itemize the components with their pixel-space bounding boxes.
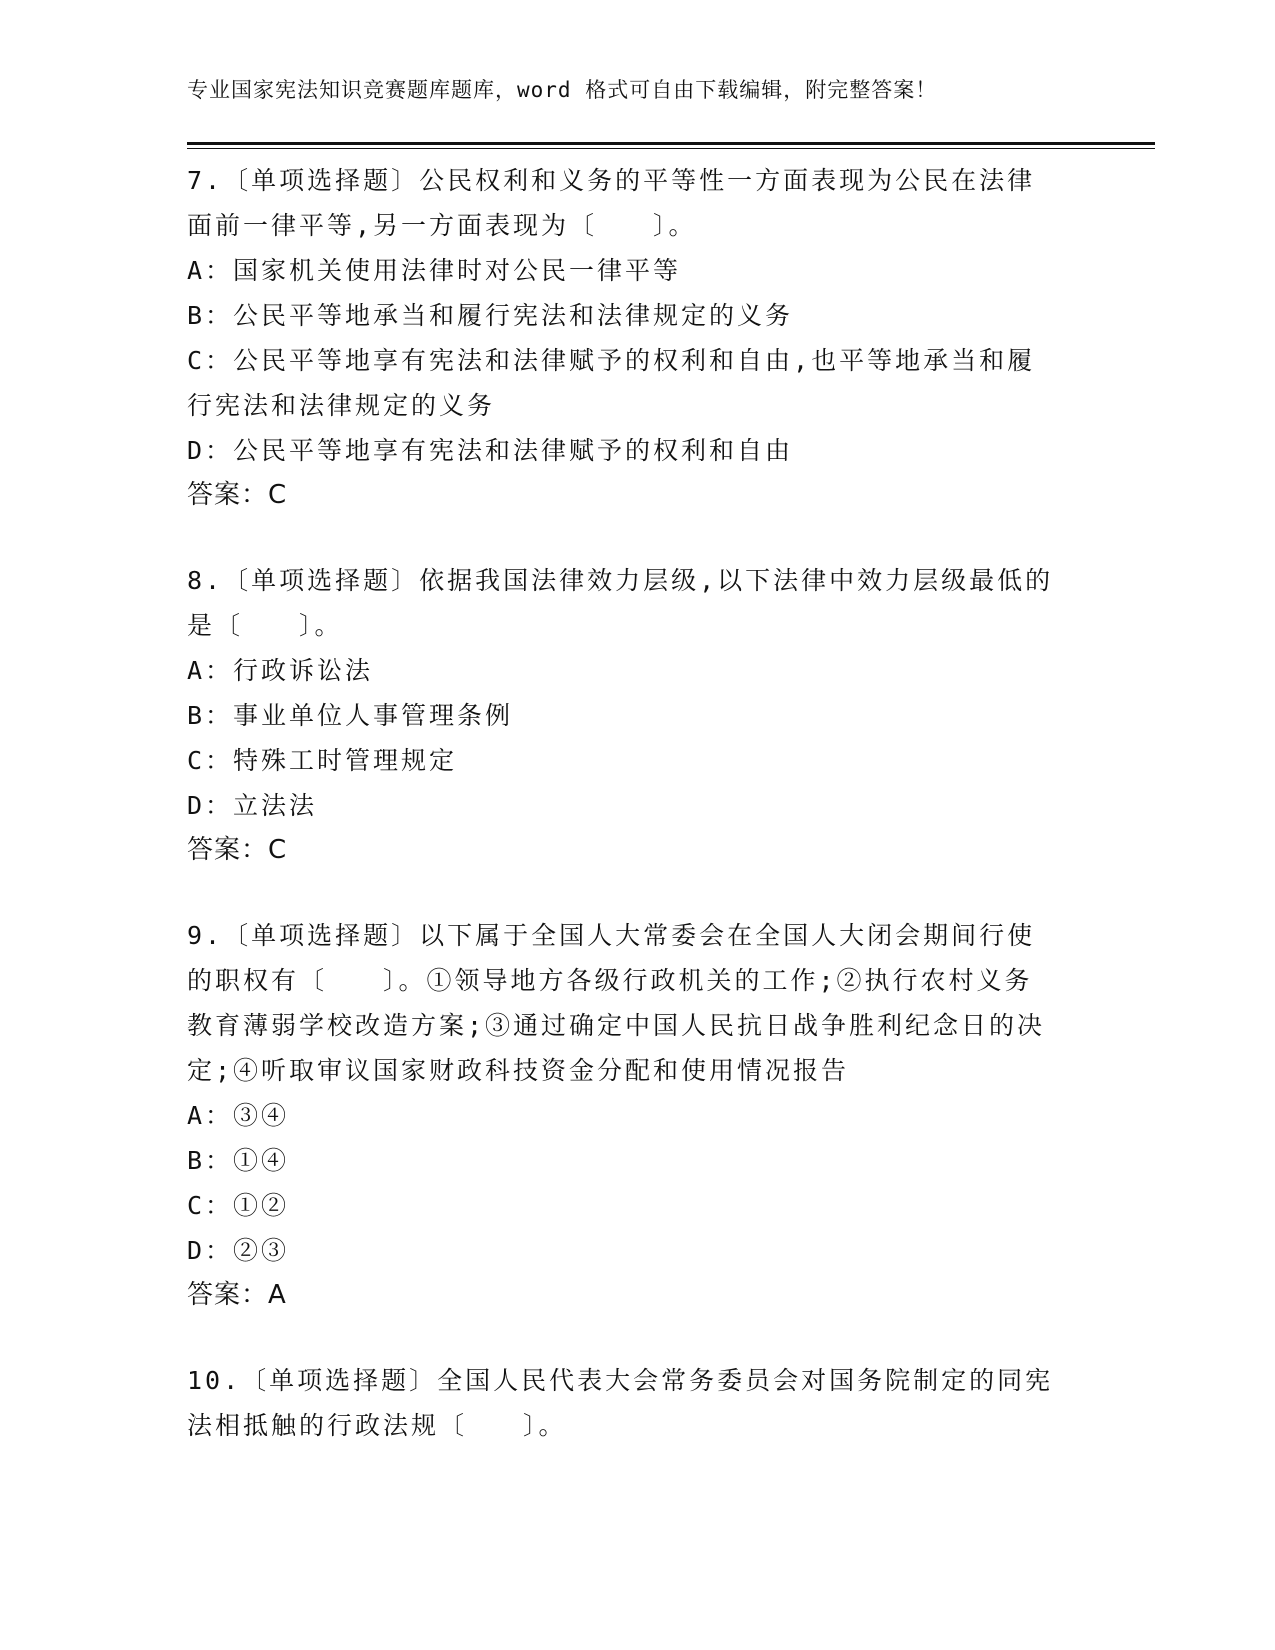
answer-label: 答案：C	[187, 480, 288, 510]
question-stem-line: 9.〔单项选择题〕以下属于全国人大常委会在全国人大闭会期间行使	[187, 921, 1036, 950]
option-a: A：③④	[187, 1101, 290, 1130]
option-b: B：①④	[187, 1146, 290, 1175]
question-list	[187, 158, 1067, 1488]
header-rule-thick	[187, 142, 1155, 145]
option-c-continued: 行宪法和法律规定的义务	[187, 391, 496, 420]
question-stem-line: 法相抵触的行政法规〔 〕。	[187, 1411, 567, 1440]
option-c: C：公民平等地享有宪法和法律赋予的权利和自由,也平等地承当和履	[187, 346, 1036, 375]
option-d: D：立法法	[187, 791, 318, 820]
answer-label: 答案：C	[187, 835, 288, 865]
option-b: B：公民平等地承当和履行宪法和法律规定的义务	[187, 301, 794, 330]
page-header: 专业国家宪法知识竞赛题库题库，word 格式可自由下载编辑，附完整答案！	[187, 78, 938, 102]
question-stem-line: 的职权有〔 〕。①领导地方各级行政机关的工作;②执行农村义务	[187, 966, 1033, 995]
option-c: C：①②	[187, 1191, 290, 1220]
option-c: C：特殊工时管理规定	[187, 746, 458, 775]
question-stem-line: 8.〔单项选择题〕依据我国法律效力层级,以下法律中效力层级最低的	[187, 566, 1054, 595]
question-7	[187, 158, 1067, 518]
option-b: B：事业单位人事管理条例	[187, 701, 514, 730]
question-stem-line: 教育薄弱学校改造方案;③通过确定中国人民抗日战争胜利纪念日的决	[187, 1011, 1046, 1040]
question-stem-line: 面前一律平等,另一方面表现为〔 〕。	[187, 211, 697, 240]
option-d: D：公民平等地享有宪法和法律赋予的权利和自由	[187, 436, 794, 465]
answer-label: 答案：A	[187, 1280, 287, 1310]
question-8	[187, 558, 1067, 873]
header-rule-thin	[187, 148, 1155, 149]
question-9	[187, 913, 1067, 1318]
question-stem-line: 7.〔单项选择题〕公民权利和义务的平等性一方面表现为公民在法律	[187, 166, 1036, 195]
option-a: A：行政诉讼法	[187, 656, 374, 685]
question-stem-line: 是〔 〕。	[187, 611, 343, 640]
option-a: A：国家机关使用法律时对公民一律平等	[187, 256, 682, 285]
question-10	[187, 1358, 1067, 1448]
question-stem-line: 定;④听取审议国家财政科技资金分配和使用情况报告	[187, 1056, 850, 1085]
option-d: D：②③	[187, 1236, 290, 1265]
question-stem-line: 10.〔单项选择题〕全国人民代表大会常务委员会对国务院制定的同宪	[187, 1366, 1054, 1395]
